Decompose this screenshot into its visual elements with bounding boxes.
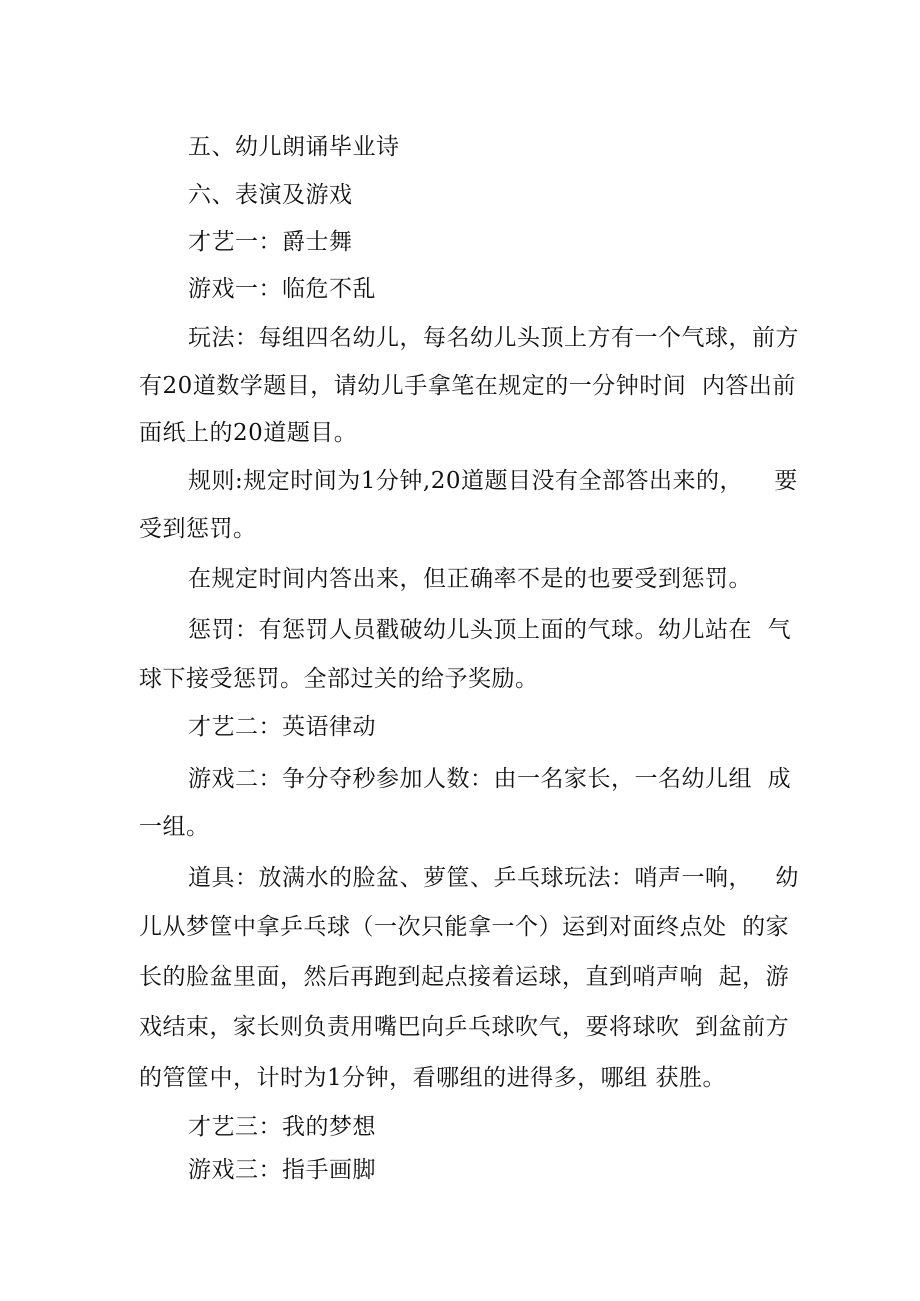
talent-three: 才艺三：我的梦想 [188, 1114, 376, 1140]
game-one-rules-line-1: 玩法：每组四名幼儿，每名幼儿头顶上方有一个气球，前方 [188, 325, 799, 351]
game-one-regulation-line-1: 规则:规定时间为1分钟,20道题目没有全部答出来的， 要 [188, 468, 798, 494]
heading-recitation: 五、幼儿朗诵毕业诗 [188, 134, 400, 160]
talent-two: 才艺二：英语律动 [188, 714, 376, 740]
game-two-props-line-4: 戏结束，家长则负责用嘴巴向乒乓球吹气，要将球吹 到盆前方 [139, 1014, 790, 1040]
game-one-rules-line-3: 面纸上的20道题目。 [139, 420, 358, 446]
game-one-accuracy-note: 在规定时间内答出来，但正确率不是的也要受到惩罚。 [188, 566, 752, 592]
game-one-penalty-line-2: 球下接受惩罚。全部过关的给予奖励。 [139, 666, 539, 692]
game-one-rules-line-2: 有20道数学题目，请幼儿手拿笔在规定的一分钟时间 内答出前 [139, 373, 796, 399]
game-one-regulation-line-2: 受到惩罚。 [139, 516, 257, 542]
game-two-props-line-1: 道具：放满水的脸盆、萝筐、乒乓球玩法：哨声一响， 幼 [188, 865, 799, 891]
game-two-line-2: 一组。 [139, 814, 210, 840]
talent-one: 才艺一：爵士舞 [188, 229, 353, 255]
game-one: 游戏一：临危不乱 [188, 276, 376, 302]
game-three: 游戏三：指手画脚 [188, 1157, 376, 1183]
game-two-line-1: 游戏二：争分夺秒参加人数：由一名家长，一名幼儿组 成 [188, 766, 792, 792]
game-two-props-line-3: 长的脸盆里面，然后再跑到起点接着运球，直到哨声响 起，游 [139, 964, 790, 990]
game-one-penalty-line-1: 惩罚：有惩罚人员戳破幼儿头顶上面的气球。幼儿站在 气 [188, 617, 792, 643]
heading-performance-games: 六、表演及游戏 [188, 182, 353, 208]
game-two-props-line-2: 儿从梦筐中拿乒乓球（一次只能拿一个）运到对面终点处 的家 [139, 914, 790, 940]
game-two-props-line-5: 的管筐中，计时为1分钟，看哪组的进得多，哪组 获胜。 [139, 1065, 726, 1091]
